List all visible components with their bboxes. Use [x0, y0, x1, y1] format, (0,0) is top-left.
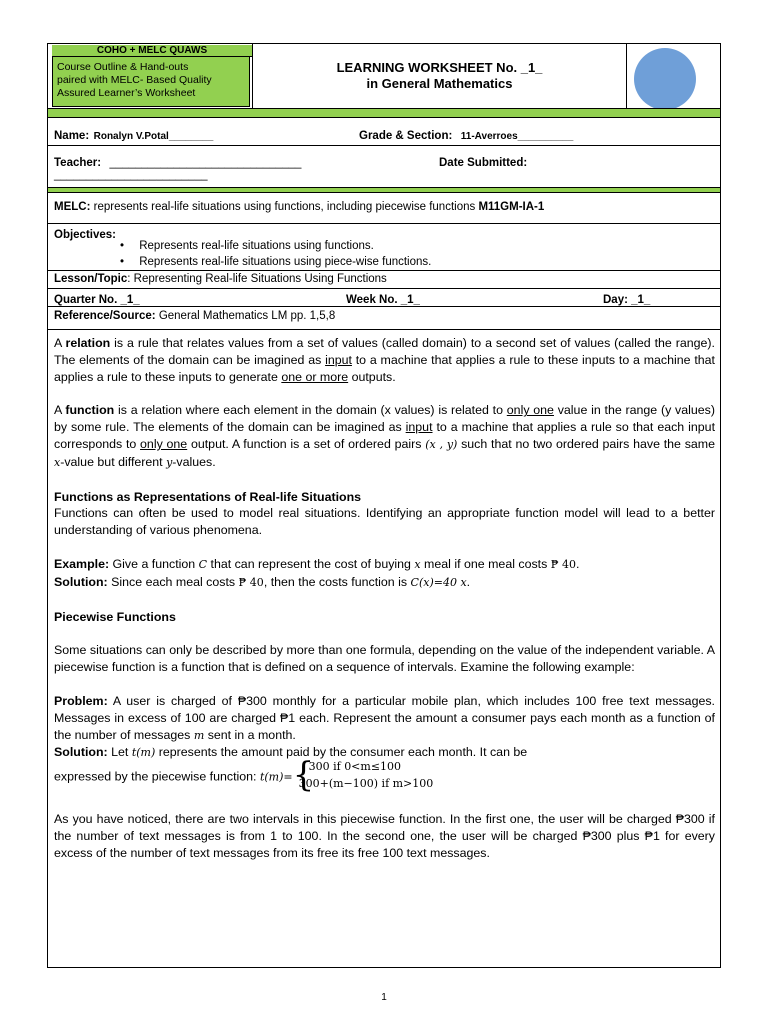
solution-line: Solution: Let t(m) represents the amount paid by the consumer each month. It can be: [54, 745, 528, 760]
divider: [48, 270, 720, 271]
piecewise-expression: expressed by the piecewise function: t(m)= { 300 if 0<m≤100 300+(m−100) if m>100: [54, 760, 715, 794]
relation-paragraph: A relation is a rule that relates values from a set of values (called domain) to a second set of values (called the range). The elements of the domain can be imagined as input to a machine that applies a rule to these inputs to a machine that applies a rule to these inputs to generate one or more outputs.: [54, 336, 715, 384]
section-heading: Piecewise Functions: [54, 609, 176, 624]
brand-line: Assured Learner’s Worksheet: [57, 87, 196, 99]
name-value: Ronalyn V.Potal________: [93, 131, 214, 142]
teacher-blank: ______________________________: [109, 157, 302, 169]
name-field: Name: Ronalyn V.Potal________: [54, 130, 214, 142]
bullet-icon: •: [120, 240, 125, 252]
divider: [48, 145, 720, 146]
grade-section-field: Grade & Section: 11-Averroes__________: [359, 130, 574, 142]
week-field: Week No. _1_: [346, 294, 420, 306]
piecewise-paragraph: Some situations can only be described by more than one formula, depending on the value of the independent variable. A piecewise function is a function that is defined on a sequence of intervals. Examine the following example:: [54, 643, 715, 675]
teacher-field: Teacher: ______________________________: [54, 157, 302, 169]
functions-paragraph: Functions can often be used to model real situations. Identifying an appropriate function model will lead to a better understanding of various phenomena.: [54, 506, 715, 538]
worksheet-title-line2: in General Mathematics: [366, 76, 513, 91]
divider: [48, 288, 720, 289]
divider: [48, 223, 720, 224]
solution-line: Solution: Since each meal costs ₱ 40, then the costs function is C(x)=40 x.: [54, 574, 471, 589]
brand-description: [52, 57, 250, 107]
bullet-icon: •: [120, 256, 125, 268]
example-line: Example: Give a function C that can represent the cost of buying x meal if one meal costs ₱ 40.: [54, 556, 580, 571]
date-submitted-label: Date Submitted:: [439, 157, 528, 169]
day-field: Day: _1_: [603, 294, 651, 306]
melc-row: MELC: represents real-life situations using functions, including piecewise functions M11GM-IA-1: [54, 201, 545, 213]
quarter-field: Quarter No. _1_: [54, 294, 140, 306]
school-logo-placeholder-icon: [634, 48, 696, 110]
function-paragraph: A function is a relation where each element in the domain (x values) is related to only one value in the range (y values) by some rule. The elements of the domain can be imagined as input to a machine that applies a rule so that each input corresponds to only one output. A function is a set of ordered pairs (x , y) such that no two ordered pairs have the same x-value but different y-values.: [54, 403, 716, 469]
brand-line: Course Outline & Hand-outs: [57, 61, 189, 73]
section-heading: Functions as Representations of Real-life Situations: [54, 489, 362, 504]
piecewise-cases: { 300 if 0<m≤100 300+(m−100) if m>100: [292, 755, 434, 796]
divider: [48, 329, 720, 330]
grade-section-value: 11-Averroes__________: [460, 131, 574, 142]
worksheet-frame: [47, 43, 721, 968]
reference-row: Reference/Source: General Mathematics LM pp. 1,5,8: [54, 310, 336, 322]
divider: [48, 117, 720, 118]
divider: [626, 44, 627, 108]
lesson-content: [54, 335, 715, 862]
date-submitted-blank: ________________________: [54, 169, 208, 181]
brand-box: [52, 45, 252, 107]
divider: [48, 306, 720, 307]
objectives-label: Objectives:: [54, 229, 116, 241]
brace-icon: {: [292, 755, 315, 796]
melc-text: represents real-life situations using functions, including piecewise functions: [90, 201, 479, 213]
divider: [48, 192, 720, 193]
lesson-topic-row: Lesson/Topic: Representing Real-life Situations Using Functions: [54, 273, 387, 285]
worksheet-title: [253, 60, 626, 92]
reference-text: General Mathematics LM pp. 1,5,8: [155, 310, 336, 322]
page-number: 1: [381, 992, 387, 1003]
brand-title: COHO + MELC QUAWS: [52, 45, 252, 57]
intervals-paragraph: As you have noticed, there are two intervals in this piecewise function. In the first one, the user will be charged ₱300 if the number of text messages is from 1 to 100. In the second one, the user will be charged ₱300 plus ₱1 for every excess of the number of text messages from its free its free 100 text messages.: [54, 812, 715, 860]
objective-item: • Represents real-life situations using functions.: [120, 240, 374, 252]
problem-paragraph: Problem: A user is charged of ₱300 monthly for a particular mobile plan, which includes 100 free text messages. Messages in excess of 100 are charged ₱1 each. Represent the amount a consumer pays each month as a function of the number of messages m sent in a month.: [54, 693, 715, 742]
brand-line: paired with MELC- Based Quality: [57, 74, 212, 86]
lesson-topic-text: : Representing Real-life Situations Using Functions: [127, 273, 387, 285]
objective-item: • Represents real-life situations using piece-wise functions.: [120, 256, 432, 268]
worksheet-title-line1: LEARNING WORKSHEET No. _1_: [336, 60, 543, 75]
green-separator: [48, 109, 720, 117]
melc-code: M11GM-IA-1: [478, 201, 545, 213]
